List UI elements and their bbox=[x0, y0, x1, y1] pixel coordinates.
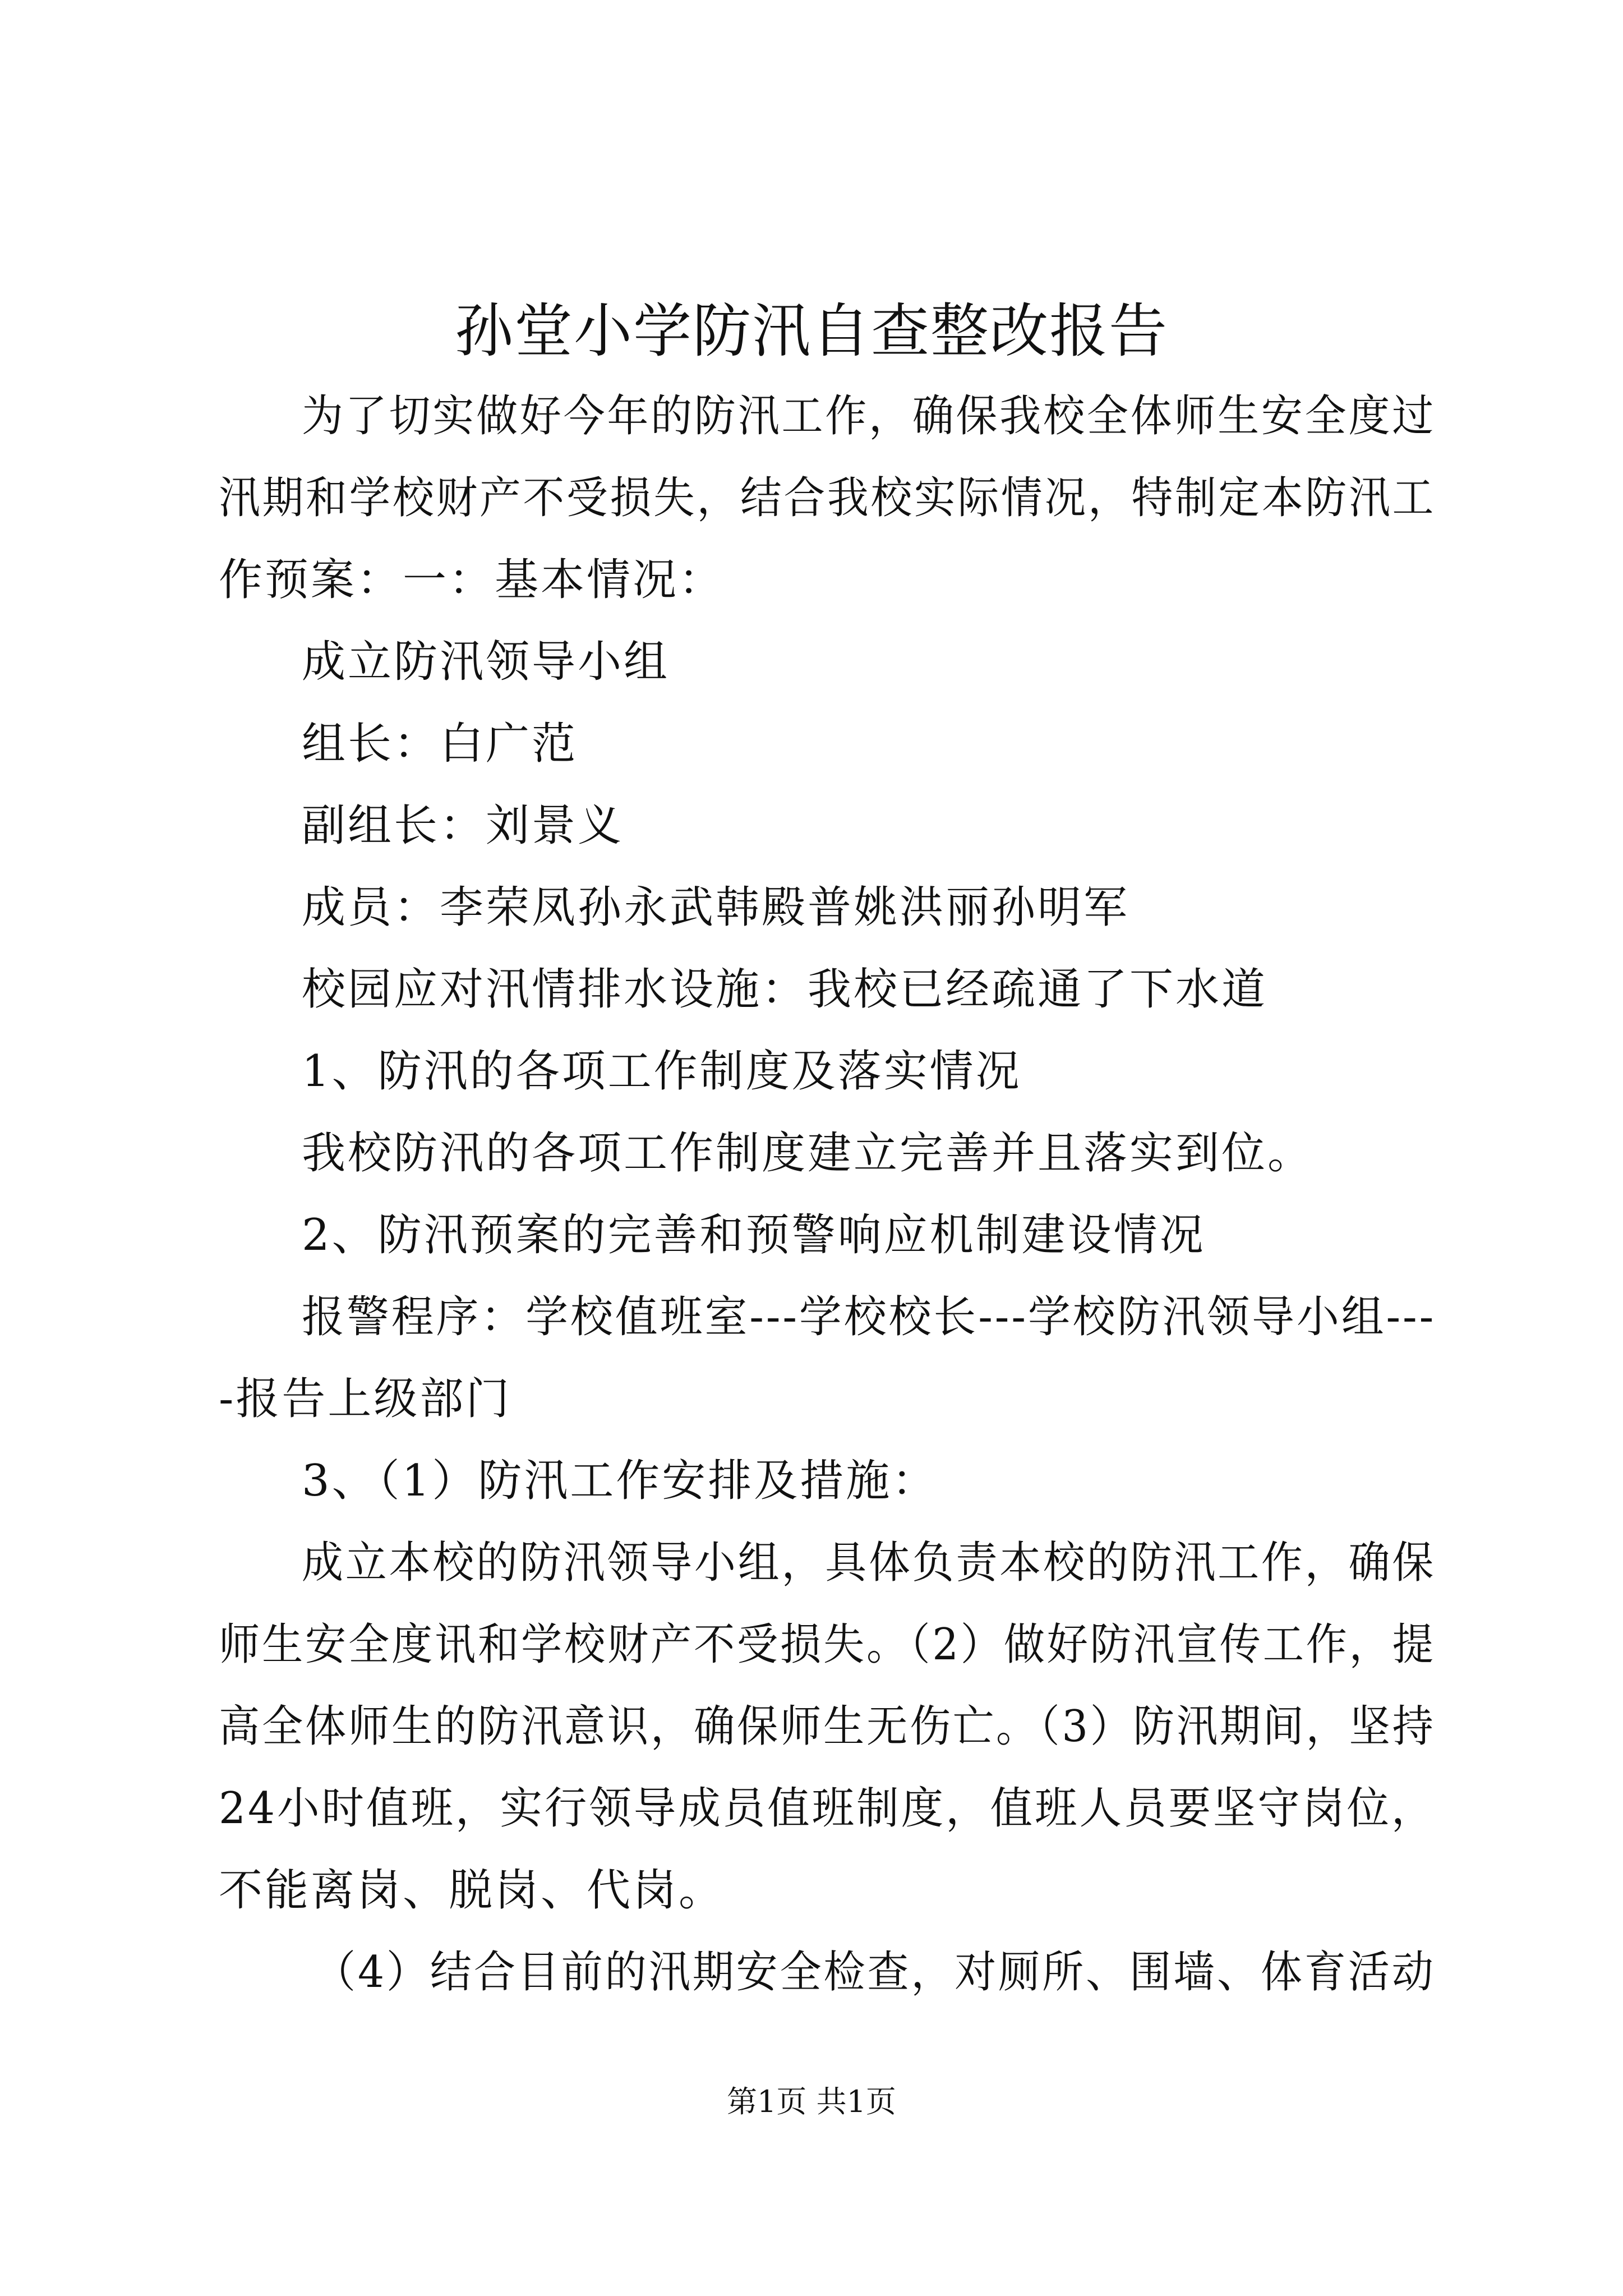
paragraph-line: 成员：李荣凤孙永武韩殿普姚洪丽孙明军 bbox=[302, 882, 1130, 933]
paragraph-line: 高全体师生的防汛意识，确保师生无伤亡。（3）防汛期间，坚持 bbox=[219, 1701, 1436, 1752]
paragraph-line: 组长：白广范 bbox=[302, 719, 578, 769]
paragraph-line: 成立本校的防汛领导小组，具体负责本校的防汛工作，确保 bbox=[302, 1538, 1436, 1588]
paragraph-line: 1、防汛的各项工作制度及落实情况 bbox=[302, 1046, 1022, 1097]
paragraph-line: 师生安全度讯和学校财产不受损失。（2）做好防汛宣传工作，提 bbox=[219, 1619, 1436, 1670]
paragraph-line: 成立防汛领导小组 bbox=[302, 637, 670, 687]
paragraph-line: 3、（1）防汛工作安排及措施： bbox=[302, 1456, 938, 1506]
paragraph-line: 副组长：刘景义 bbox=[302, 800, 624, 851]
page-footer: 第1页 共1页 bbox=[727, 2084, 896, 2119]
paragraph-line: 作预案：一：基本情况： bbox=[219, 555, 725, 605]
paragraph-line: 校园应对汛情排水设施：我校已经疏通了下水道 bbox=[302, 964, 1268, 1015]
paragraph-line: 2、防汛预案的完善和预警响应机制建设情况 bbox=[302, 1210, 1206, 1260]
paragraph-line: 不能离岗、脱岗、代岗。 bbox=[219, 1865, 725, 1916]
paragraph-line: 24小时值班，实行领导成员值班制度，值班人员要坚守岗位， bbox=[219, 1783, 1436, 1834]
paragraph-line: 汛期和学校财产不受损失，结合我校实际情况，特制定本防汛工 bbox=[219, 473, 1436, 523]
paragraph-line: （4）结合目前的汛期安全检查，对厕所、围墙、体育活动 bbox=[314, 1947, 1436, 1998]
document-title: 孙堂小学防汛自查整改报告 bbox=[454, 297, 1168, 365]
paragraph-line: 报警程序：学校值班室---学校校长---学校防汛领导小组--- bbox=[302, 1292, 1436, 1342]
paragraph-line: -报告上级部门 bbox=[219, 1374, 512, 1424]
paragraph-line: 为了切实做好今年的防汛工作，确保我校全体师生安全度过 bbox=[302, 391, 1436, 441]
paragraph-line: 我校防汛的各项工作制度建立完善并且落实到位。 bbox=[302, 1128, 1314, 1179]
